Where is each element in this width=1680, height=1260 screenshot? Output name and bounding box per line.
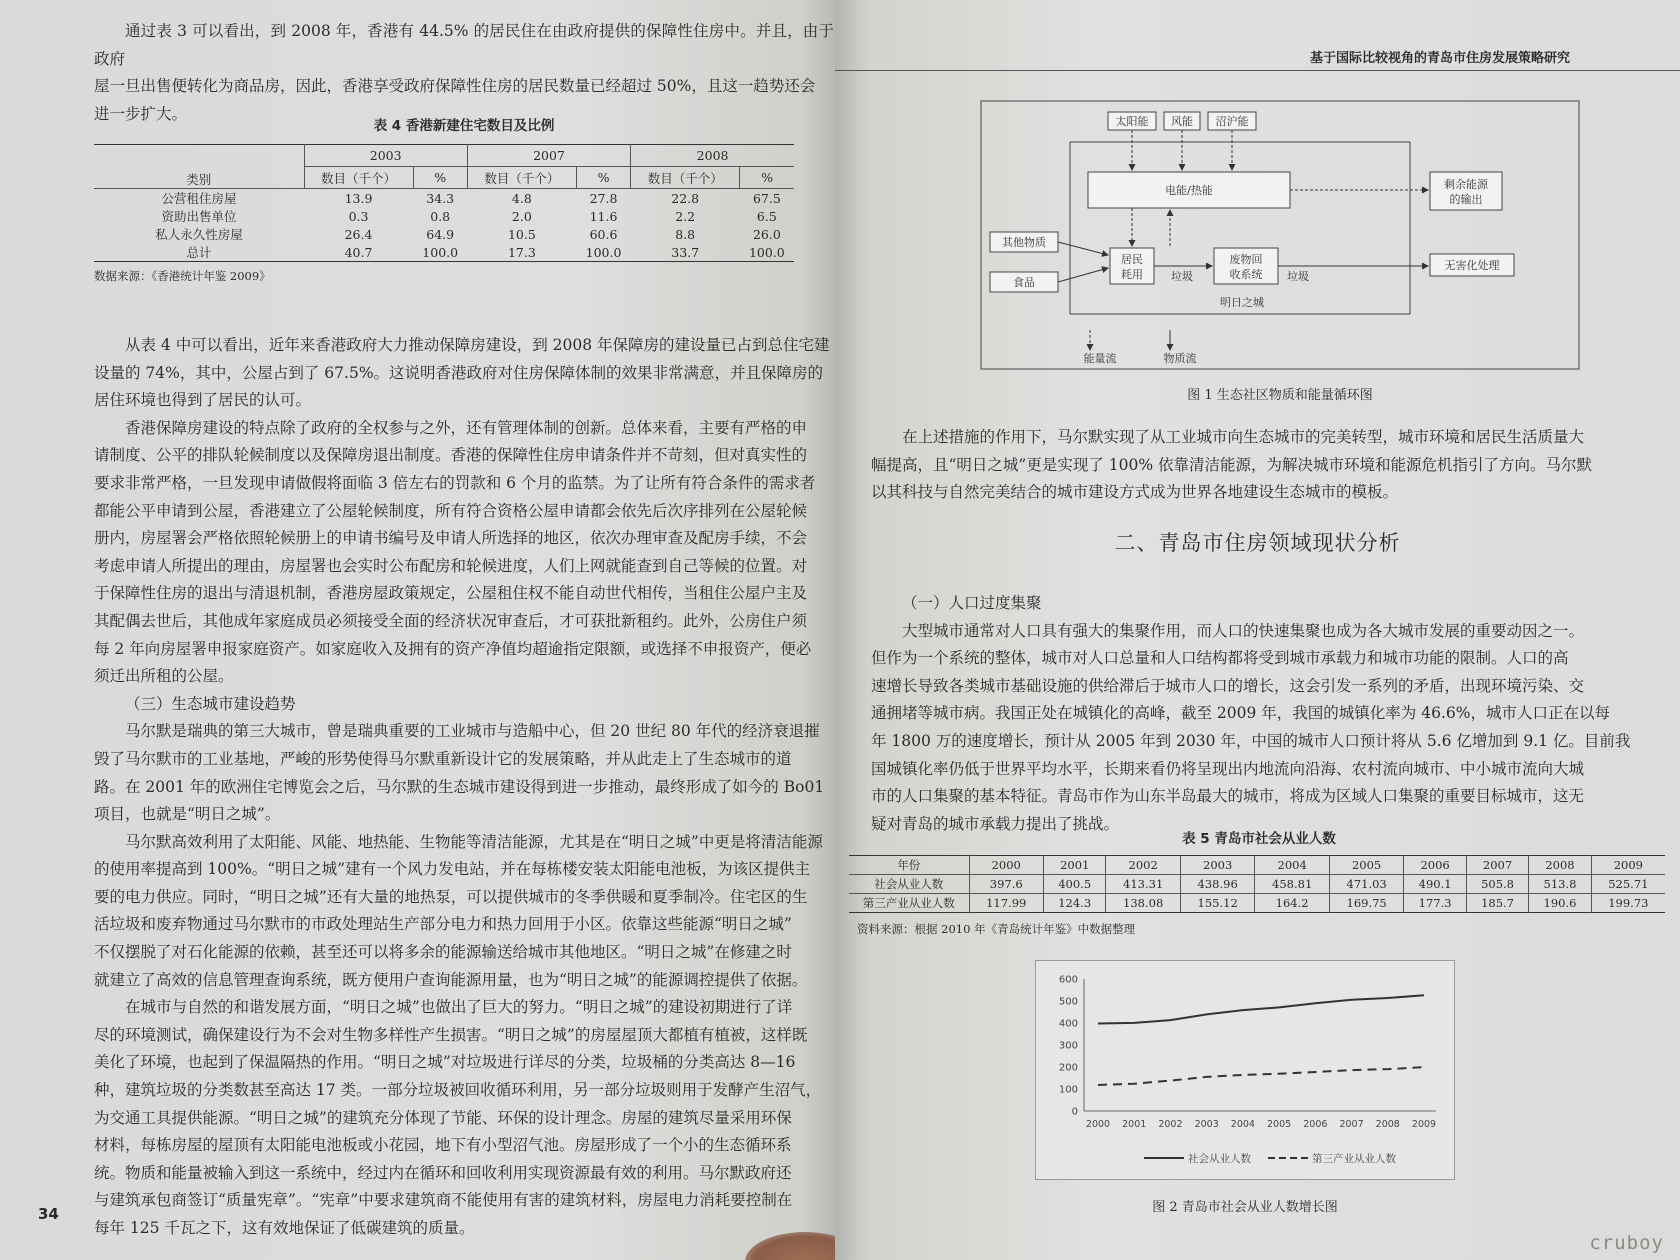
x-tick-label: 2009	[1411, 1119, 1437, 1130]
table4-count-header: 数目（千个）	[631, 167, 740, 189]
text-line: 为交通工具提供能源。“明日之城”的建筑充分体现了节能、环保的设计理念。房屋的建筑尽量采用环保	[94, 1108, 792, 1127]
x-tick-label: 2006	[1303, 1119, 1328, 1130]
table5-year: 2009	[1591, 856, 1665, 875]
table4	[94, 144, 794, 262]
x-tick-label: 2008	[1375, 1119, 1400, 1130]
table4-cell: 34.3	[426, 190, 455, 206]
table5-year: 2008	[1529, 856, 1591, 875]
text-line: 每年 125 千瓦之下，这有效地保证了低碳建筑的质量。	[94, 1219, 475, 1237]
resident-label-2: 耗用	[1121, 268, 1143, 281]
series-line-tertiary	[1098, 1067, 1424, 1085]
body-column	[94, 332, 834, 1243]
table5-row	[849, 875, 1665, 894]
text-line: 请制度、公平的排队轮候制度以及保障房退出制度。香港的保障性住房申请条件并不苛刻，但对真实性的	[94, 446, 808, 465]
table5-cell: 199.73	[1591, 894, 1665, 913]
text-line: 从表 4 中可以看出，近年来香港政府大力推动保障房建设，到 2008 年保障房的建设量已占到总住宅建	[125, 336, 830, 354]
text-line: 册内，房屋署会严格依照轮候册上的申请书编号及申请人所选择的地区，依次办理审查及配房手续，不会	[94, 529, 808, 548]
x-tick-label: 2004	[1230, 1119, 1255, 1130]
text-line: 以其科技与自然完美结合的城市建设方式成为世界各地建设生态城市的模板。	[871, 483, 1399, 502]
text-line: 大型城市通常对人口具有强大的集聚作用，而人口的快速集聚也成为各大城市发展的重要动因之一。	[902, 621, 1585, 640]
paragraph-energy	[94, 829, 834, 995]
figure2-caption: 图 2 青岛市社会从业人数增长图	[1152, 1200, 1338, 1215]
text-line: 尽的环境测试，确保建设行为不会对生物多样性产生损害。“明日之城”的房屋屋顶大都植有植被，这样既	[94, 1025, 808, 1044]
table4-cell: 11.6	[589, 208, 618, 224]
text-line: 材料，每栋房屋的屋顶有太阳能电池板或小花园，地下有小型沼气池。房屋形成了一个小的生态循环系	[94, 1136, 792, 1155]
text-line: 毁了马尔默市的工业基地，严峻的形势使得马尔默重新设计它的发展策略，并从此走上了生态城市的道	[94, 749, 792, 768]
text-line: 幅提高，且“明日之城”更是实现了 100% 依靠清洁能源，为解决城市环境和能源危机指引了方向。马尔默	[871, 455, 1593, 474]
table5-cell: 438.96	[1180, 875, 1254, 894]
table5	[849, 855, 1665, 913]
watermark: cruboy	[1589, 1232, 1664, 1254]
x-tick-label: 2000	[1085, 1119, 1111, 1130]
table5-cell: 413.31	[1106, 875, 1180, 894]
text-line: 的使用率提高到 100%。“明日之城”建有一个风力发电站，并在每栋楼安装太阳能电池板，为该区提供主	[94, 860, 811, 879]
paragraph-transform	[871, 424, 1661, 507]
text-line: 要求非常严格，一旦发现申请做假将面临 3 倍左右的罚款和 6 个月的监禁。为了让所有符合条件的需求者	[94, 473, 816, 492]
text-line: 于保障性住房的退出与清退机制，香港房屋政策规定，公屋租住权不能自动世代相传，当租住公屋户主及	[94, 584, 808, 603]
y-tick-label: 300	[1058, 1040, 1078, 1052]
table4-cell: 67.5	[752, 190, 781, 206]
table5-year: 2002	[1106, 856, 1180, 875]
table4-year-header: 2007	[467, 145, 630, 167]
surplus-label-1: 剩余能源	[1444, 178, 1488, 191]
population-block	[871, 590, 1661, 838]
subheading-population: （一）人口过度集聚	[902, 594, 1042, 612]
text-line: 都能公平申请到公屋，香港建立了公屋轮候制度，所有符合资格公屋申请都会依先后次序排列在公屋轮候	[94, 501, 808, 520]
table5-cell: 490.1	[1404, 875, 1466, 894]
table4-row	[94, 225, 794, 243]
figure1-diagram	[980, 100, 1580, 370]
table5-title: 表 5 青岛市社会从业人数	[1182, 831, 1336, 847]
table4-cell: 8.8	[675, 226, 696, 242]
resident-label-1: 居民	[1121, 253, 1143, 266]
surplus-label-2: 的输出	[1449, 193, 1483, 206]
text-line: 疑对青岛的城市承载力提出了挑战。	[871, 814, 1120, 833]
table5-year: 2004	[1255, 856, 1329, 875]
legend-material-label: 物质流	[1163, 352, 1197, 365]
table4-cell: 0.8	[430, 208, 451, 224]
table4-percent-header: %	[740, 167, 794, 189]
table5-cell: 471.03	[1329, 875, 1403, 894]
table5-cell: 169.75	[1329, 894, 1403, 913]
text-line: 通拥堵等城市病。我国正处在城镇化的高峰，截至 2009 年，我国的城镇化率为 46.6%，城市人口正在以每	[871, 704, 1610, 723]
table4-title: 表 4 香港新建住宅数目及比例	[373, 118, 555, 134]
table5-cell: 185.7	[1466, 894, 1528, 913]
table5-cell: 400.5	[1043, 875, 1105, 894]
table4-row-label: 公营租住房屋	[161, 191, 237, 206]
table4-row-label: 私人永久性房屋	[155, 227, 243, 242]
table5-cell: 117.99	[969, 894, 1043, 913]
figure1-outer-frame	[981, 101, 1579, 369]
legend	[1144, 1152, 1396, 1165]
text-line: 设量的 74%，其中，公屋占到了 67.5%。这说明香港政府对住房保障体制的效果非常满意，并且保障房的	[94, 363, 824, 382]
arrow-food	[1058, 268, 1108, 282]
table5-row-label: 社会从业人数	[849, 875, 969, 894]
table4-year-row	[94, 145, 794, 167]
table4-count-header: 数目（千个）	[467, 167, 576, 189]
table5-cell: 525.71	[1591, 875, 1665, 894]
table5-year: 2003	[1180, 856, 1254, 875]
paragraph-malmo	[94, 718, 834, 828]
text-line: 种，建筑垃圾的分类数甚至高达 17 类。一部分垃圾被回收循环利用，另一部分垃圾则用于发酵产生沼气，	[94, 1081, 822, 1100]
figure1-caption: 图 1 生态社区物质和能量循环图	[1187, 388, 1373, 403]
other-label: 其他物质	[1002, 236, 1046, 249]
table5-cell: 164.2	[1255, 894, 1329, 913]
table4-row-label: 资助出售单位	[161, 209, 237, 224]
y-tick-label: 100	[1058, 1084, 1078, 1096]
table4-block	[94, 114, 834, 284]
intro-line: 屋一旦出售便转化为商品房，因此，香港享受政府保障性住房的居民数量已经超过 50%，且这一趋势还会	[94, 77, 816, 96]
table5-year: 2000	[969, 856, 1043, 875]
text-line: 其配偶去世后，其他成年家庭成员必须接受全面的经济状况审查后，才可获批新租约。此外，公房住户须	[94, 611, 808, 630]
table5-cell: 190.6	[1529, 894, 1591, 913]
text-line: 香港保障房建设的特点除了政府的全权参与之外，还有管理体制的创新。总体来看，主要有严格的申	[125, 418, 808, 437]
y-tick-label: 600	[1058, 974, 1078, 986]
section-title: 二、青岛市住房领域现状分析	[1114, 531, 1401, 555]
table5-cell: 397.6	[969, 875, 1043, 894]
table4-year-header: 2008	[631, 145, 794, 167]
x-tick-label: 2007	[1339, 1119, 1364, 1130]
text-line: 每 2 年向房屋署申报家庭资产。如家庭收入及拥有的资产净值均超逾指定限额，或选择不申报资产，便必	[94, 639, 812, 658]
intro-line: 进一步扩大。	[94, 104, 188, 123]
text-line: 不仅摆脱了对石化能源的依赖，甚至还可以将多余的能源输送给城市其他地区。“明日之城”在修建之时	[94, 943, 792, 962]
figure1	[980, 100, 1580, 370]
text-line: 美化了环境，也起到了保温隔热的作用。“明日之城”对垃圾进行详尽的分类，垃圾桶的分类高达 8—16	[94, 1053, 796, 1072]
table5-cell: 458.81	[1255, 875, 1329, 894]
table4-row-label: 总计	[186, 245, 212, 260]
text-line: 马尔默是瑞典的第三大城市，曾是瑞典重要的工业城市与造船中心，但 20 世纪 80 年代的经济衰退摧	[125, 722, 820, 741]
table4-cell: 22.8	[671, 190, 700, 206]
biogas-label: 沼沪能	[1215, 115, 1249, 128]
text-line: 马尔默高效利用了太阳能、风能、地热能、生物能等清洁能源，尤其是在“明日之城”中更是将清洁能源	[125, 832, 823, 851]
table4-cell: 4.8	[511, 190, 532, 206]
table5-cell: 124.3	[1043, 894, 1105, 913]
table5-year: 2001	[1043, 856, 1105, 875]
table4-cell: 26.0	[752, 226, 781, 242]
table4-cell: 40.7	[344, 244, 373, 260]
text-line: 项目，也就是“明日之城”。	[94, 805, 281, 824]
y-tick-label: 500	[1058, 996, 1078, 1008]
table5-row	[849, 894, 1665, 913]
city-label: 明日之城	[1220, 296, 1264, 309]
table4-cell: 33.7	[671, 244, 700, 260]
harmless-label: 无害化处理	[1444, 259, 1500, 272]
text-line: 在上述措施的作用下，马尔默实现了从工业城市向生态城市的完美转型，城市环境和居民生活质量大	[902, 428, 1585, 446]
table5-source: 资料来源：根据 2010 年《青岛统计年鉴》中数据整理	[857, 922, 1136, 936]
table4-cell: 64.9	[426, 226, 455, 242]
legend-series-1: 社会从业人数	[1188, 1153, 1251, 1165]
table5-cell: 177.3	[1404, 894, 1466, 913]
table4-year-header: 2003	[304, 145, 467, 167]
table5-year: 2006	[1404, 856, 1466, 875]
y-tick-label: 200	[1058, 1062, 1078, 1074]
recycle-label-1: 废物回	[1229, 253, 1263, 266]
y-tick-label: 0	[1071, 1106, 1078, 1118]
table4-cell: 6.5	[756, 208, 777, 224]
paragraph-management	[94, 415, 834, 691]
figure2-svg	[1036, 961, 1456, 1181]
table4-row	[94, 207, 794, 225]
left-page	[0, 0, 835, 1260]
table4-cell: 100.0	[748, 244, 785, 260]
table4-row	[94, 243, 794, 262]
table5-year-row	[849, 856, 1665, 875]
x-tick-label: 2005	[1267, 1119, 1292, 1130]
page-number: 34	[38, 1205, 59, 1223]
solar-label: 太阳能	[1115, 115, 1149, 128]
food-label: 食品	[1013, 276, 1035, 289]
table4-category-header: 类别	[94, 145, 304, 189]
table4-cell: 2.0	[511, 208, 532, 224]
text-line: 居住环境也得到了居民的认可。	[94, 391, 312, 410]
table4-cell: 100.0	[422, 244, 459, 260]
intro-paragraph	[94, 18, 834, 128]
text-line: 要的电力供应。同时，“明日之城”还有大量的地热泵，可以提供城市的冬季供暖和夏季制冷。住宅区的生	[94, 887, 808, 906]
table4-cell: 2.2	[675, 208, 696, 224]
table5-year: 2005	[1329, 856, 1403, 875]
text-line: 与建筑承包商签订“质量宪章”。“宪章”中要求建筑商不能使用有害的建筑材料，房屋电力消耗要控制在	[94, 1191, 793, 1210]
table5-cell: 138.08	[1106, 894, 1180, 913]
text-line: 须迁出所租的公屋。	[94, 667, 234, 686]
table4-source: 数据来源：《香港统计年鉴 2009》	[94, 269, 271, 283]
table5-cell: 505.8	[1466, 875, 1528, 894]
table4-cell: 13.9	[344, 190, 373, 206]
text-line: 速增长导致各类城市基础设施的供给滞后于城市人口的增长，这会引发一系列的矛盾，出现环境污染、交	[871, 676, 1585, 695]
text-line: 国城镇化率仍低于世界平均水平，长期来看仍将呈现出内地流向沿海、农村流向城市、中小城市流向大城	[871, 759, 1585, 778]
text-line: 市的人口集聚的基本特征。青岛市作为山东半岛最大的城市，将成为区域人口集聚的重要目标城市，这无	[871, 787, 1585, 806]
table4-count-header: 数目（千个）	[304, 167, 413, 189]
table4-row	[94, 189, 794, 208]
table5-year: 2007	[1466, 856, 1528, 875]
table4-cell: 0.3	[348, 208, 369, 224]
paragraph-after-table4	[94, 332, 834, 415]
x-tick-labels	[1086, 1119, 1436, 1130]
legend-energy-label: 能量流	[1083, 352, 1117, 365]
series-lines	[1098, 995, 1424, 1085]
table4-cell: 60.6	[589, 226, 618, 242]
table5-row-label: 第三产业从业人数	[862, 896, 955, 910]
table5-cell: 155.12	[1180, 894, 1254, 913]
table5-year-header: 年份	[849, 856, 969, 875]
legend-series-2: 第三产业从业人数	[1312, 1153, 1396, 1165]
paragraph-nature	[94, 994, 834, 1242]
recycle-label-2: 收系统	[1229, 268, 1263, 281]
running-head-rule	[835, 70, 1680, 71]
heat-label: 电能/热能	[1165, 184, 1213, 197]
x-tick-label: 2002	[1158, 1119, 1183, 1130]
text-line: 年 1800 万的速度增长，预计从 2005 年到 2030 年，中国的城市人口预计将从 5.6 亿增加到 9.1 亿。目前我	[871, 731, 1631, 750]
text-line: 在城市与自然的和谐发展方面，“明日之城”也做出了巨大的努力。“明日之城”的建设初期进行了详	[125, 998, 793, 1017]
table4-cell: 26.4	[344, 226, 373, 242]
arrow-other	[1058, 242, 1108, 255]
table4-cell: 17.3	[507, 244, 536, 260]
garbage-label-b: 垃圾	[1287, 270, 1309, 283]
text-line: 活垃圾和废弃物通过马尔默市的市政处理站生产部分电力和热力回用于小区。依靠这些能源“明日之城”	[94, 915, 792, 934]
figure2-chart	[1035, 960, 1455, 1180]
table5-cell: 513.8	[1529, 875, 1591, 894]
y-tick-labels	[1059, 975, 1078, 1118]
wind-label: 风能	[1171, 115, 1193, 128]
series-line-total	[1098, 995, 1424, 1023]
table4-percent-header: %	[413, 167, 467, 189]
y-tick-label: 400	[1058, 1018, 1078, 1030]
right-page	[835, 0, 1680, 1260]
text-line: 但作为一个系统的整体，城市对人口总量和人口结构都将受到城市承载力和城市功能的限制。人口的高	[871, 649, 1569, 668]
text-line: 就建立了高效的信息管理查询系统，既方便用户查询能源用量，也为“明日之城”的能源调控提供了依据。	[94, 970, 808, 989]
table4-cell: 27.8	[589, 190, 618, 206]
running-head: 基于国际比较视角的青岛市住房发展策略研究	[1310, 51, 1571, 66]
table4-cell: 100.0	[585, 244, 622, 260]
text-line: 考虑申请人所提出的理由，房屋署也会实时公布配房和轮候进度，人们上网就能查到自己等候的位置。对	[94, 556, 808, 575]
x-tick-label: 2003	[1194, 1119, 1219, 1130]
table5-block	[849, 827, 1669, 937]
figure1-city-frame	[1070, 142, 1410, 314]
table4-percent-header: %	[576, 167, 630, 189]
x-tick-label: 2001	[1122, 1119, 1147, 1130]
subheading-eco-city: （三）生态城市建设趋势	[125, 694, 296, 713]
intro-line: 通过表 3 可以看出，到 2008 年，香港有 44.5% 的居民住在由政府提供的保障性住房中。并且，由于政府	[94, 22, 834, 68]
text-line: 统。物质和能量被输入到这一系统中，经过内在循环和回收利用实现资源最有效的利用。马尔默政府还	[94, 1163, 792, 1182]
garbage-label-a: 垃圾	[1171, 270, 1193, 283]
text-line: 路。在 2001 年的欧洲住宅博览会之后，马尔默的生态城市建设得到进一步推动，最终形成了如今的 Bo01	[94, 777, 825, 796]
table4-cell: 10.5	[507, 226, 536, 242]
